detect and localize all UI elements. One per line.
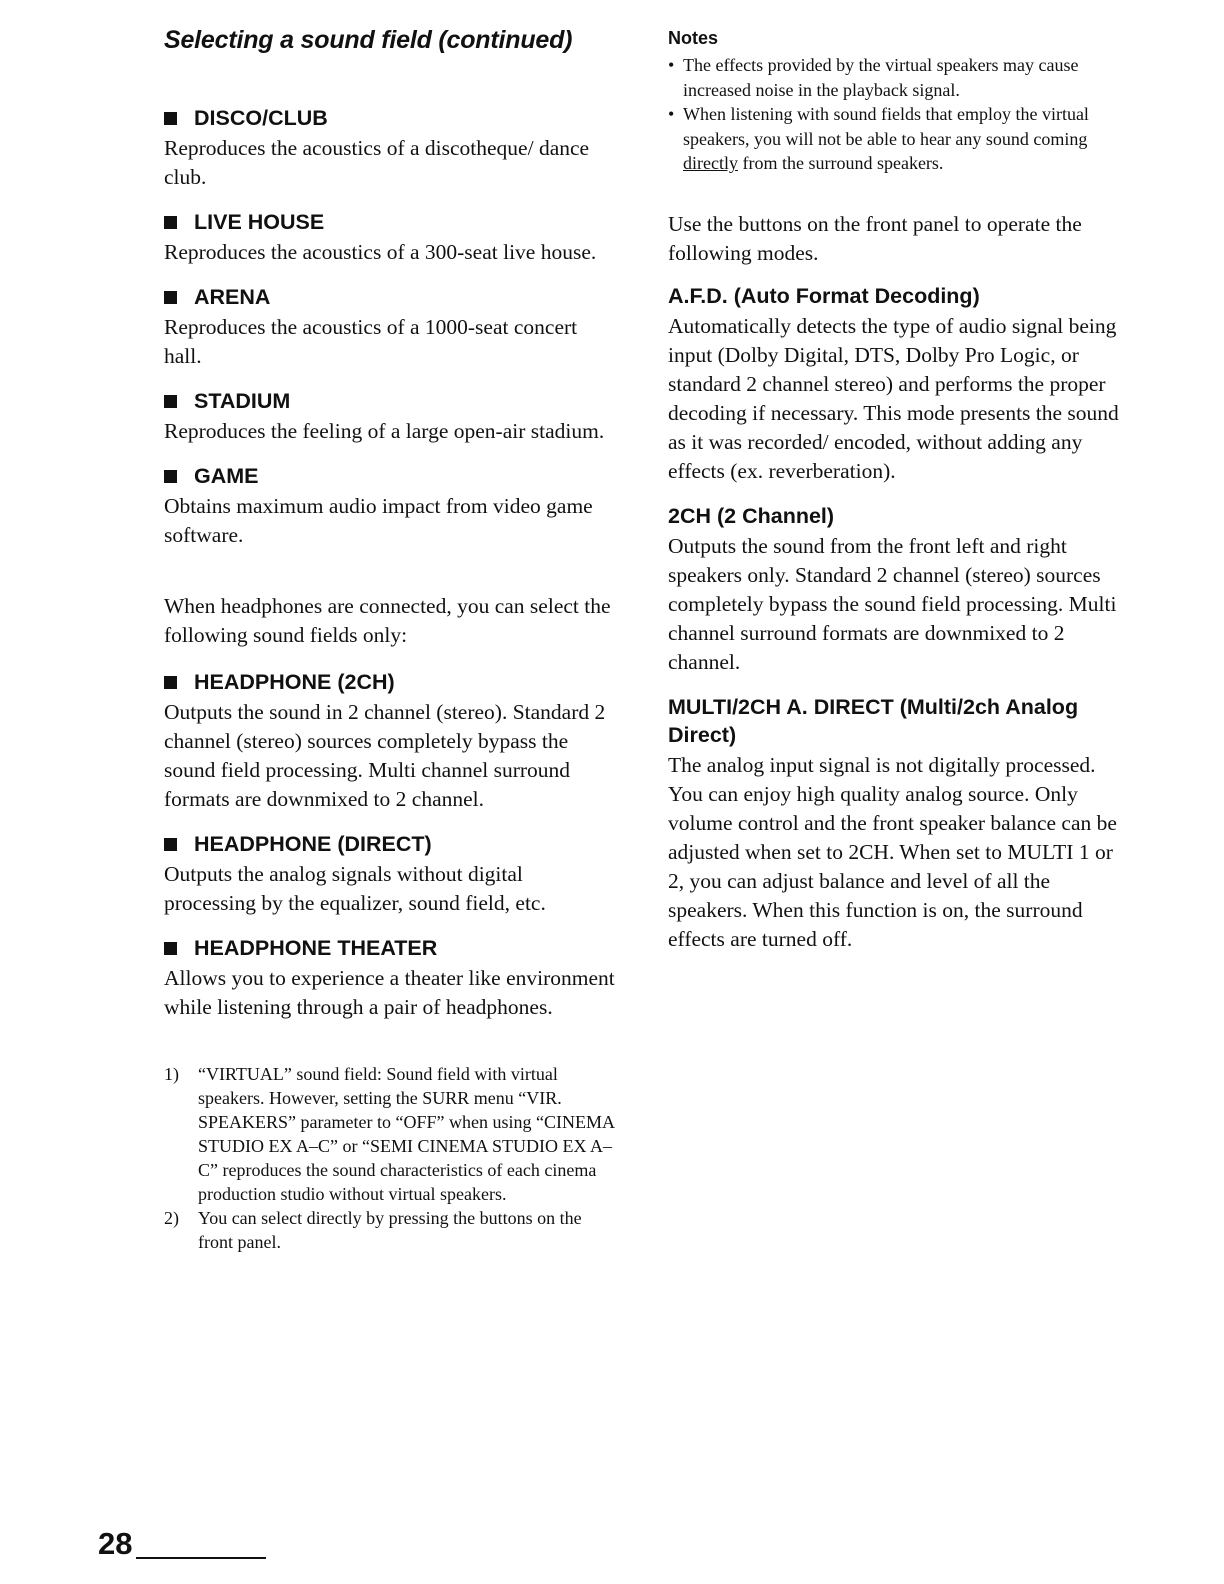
section-live-house [164,208,619,267]
bullet-icon: • [668,104,675,124]
section-heading: HEADPHONE THEATER [194,936,438,960]
section-body: Automatically detects the type of audio signal being input (Dolby Digital, DTS, Dolby Pro Logic, or standard 2 channel stereo) and performs the proper decoding if necessary. This mode presents the sound as it was recorded/ encoded, without adding any effects (ex. reverberation). [668,313,1119,483]
section-heading: HEADPHONE (DIRECT) [194,832,432,856]
section-body: Outputs the analog signals without digital processing by the equalizer, sound field, etc. [164,862,546,915]
section-heading: MULTI/2CH A. DIRECT (Multi/2ch Analog Direct) [668,694,1079,747]
section-headphone-direct [164,830,619,918]
section-body: Allows you to experience a theater like environment while listening through a pair of headphones. [164,966,615,1019]
section-body: Outputs the sound from the front left and right speakers only. Standard 2 channel (stereo) sources completely bypass the sound field processing. Multi channel surround formats are downmixed to 2 channel. [668,533,1117,674]
page-title: Selecting a sound field (continued) [164,26,573,54]
square-bullet-icon [164,838,177,851]
section-headphone-2ch [164,668,619,814]
note-item [668,53,1123,102]
section-heading: ARENA [194,285,271,309]
notes-box [668,28,1123,176]
square-bullet-icon [164,112,177,125]
operate-intro: Use the buttons on the front panel to operate the following modes. [668,211,1082,265]
section-body: The analog input signal is not digitally processed. You can enjoy high quality analog source. Only volume control and the front speaker balance can be adjusted when set to 2CH. When set to MULTI 1 or 2, you can adjust balance and level of all the speakers. When this function is on, the surround effects are turned off. [668,752,1117,951]
section-body: Outputs the sound in 2 channel (stereo). Standard 2 channel (stereo) sources completely bypass the sound field processing. Multi channel surround formats are downmixed to 2 channel. [164,700,606,811]
bullet-icon: • [668,55,675,75]
square-bullet-icon [164,676,177,689]
section-stadium [164,387,619,446]
section-body: Reproduces the acoustics of a 1000-seat concert hall. [164,315,578,368]
page-number: 28 [98,1526,133,1561]
footnote-number: 2) [164,1208,179,1228]
footnote-number: 1) [164,1064,179,1084]
square-bullet-icon [164,216,177,229]
note-text: The effects provided by the virtual speakers may cause increased noise in the playback signal. [683,55,1079,100]
section-multi-2ch-a-direct [668,693,1123,954]
section-heading: HEADPHONE (2CH) [194,670,395,694]
section-heading: GAME [194,464,259,488]
footnote-text: You can select directly by pressing the buttons on the front panel. [198,1208,582,1252]
section-body: Reproduces the acoustics of a discotheque/ dance club. [164,136,590,189]
section-body: Reproduces the acoustics of a 300-seat live house. [164,240,597,264]
section-heading: A.F.D. (Auto Format Decoding) [668,283,980,308]
section-arena [164,283,619,371]
notes-heading: Notes [668,28,719,48]
footnotes [164,1062,619,1254]
section-afd [668,282,1123,486]
note-item [668,102,1123,176]
section-heading: LIVE HOUSE [194,210,325,234]
right-column [668,28,1123,970]
left-column [164,104,619,1254]
section-game [164,462,619,550]
square-bullet-icon [164,291,177,304]
square-bullet-icon [164,942,177,955]
square-bullet-icon [164,395,177,408]
section-disco-club [164,104,619,192]
footnote [164,1062,619,1206]
underlined-word: directly [683,153,738,173]
section-heading: STADIUM [194,389,291,413]
section-heading: DISCO/CLUB [194,106,328,130]
note-text: When listening with sound fields that employ the virtual speakers, you will not be able to hear any sound coming directly from the surround speakers. [683,104,1089,173]
footnote-text: “VIRTUAL” sound field: Sound field with virtual speakers. However, setting the SURR menu “VIR. SPEAKERS” parameter to “OFF” when using “CINEMA STUDIO EX A–C” or “SEMI CINEMA STUDIO EX A–C” reproduces the sound characteristics of each cinema production studio without virtual speakers. [198,1064,614,1204]
footnote [164,1206,619,1254]
square-bullet-icon [164,470,177,483]
headphone-intro: When headphones are connected, you can select the following sound fields only: [164,594,611,647]
section-headphone-theater [164,934,619,1022]
page-number-rule [136,1557,266,1559]
section-body: Obtains maximum audio impact from video game software. [164,494,593,547]
section-2ch [668,502,1123,677]
section-heading: 2CH (2 Channel) [668,503,835,528]
section-body: Reproduces the feeling of a large open-air stadium. [164,419,605,443]
